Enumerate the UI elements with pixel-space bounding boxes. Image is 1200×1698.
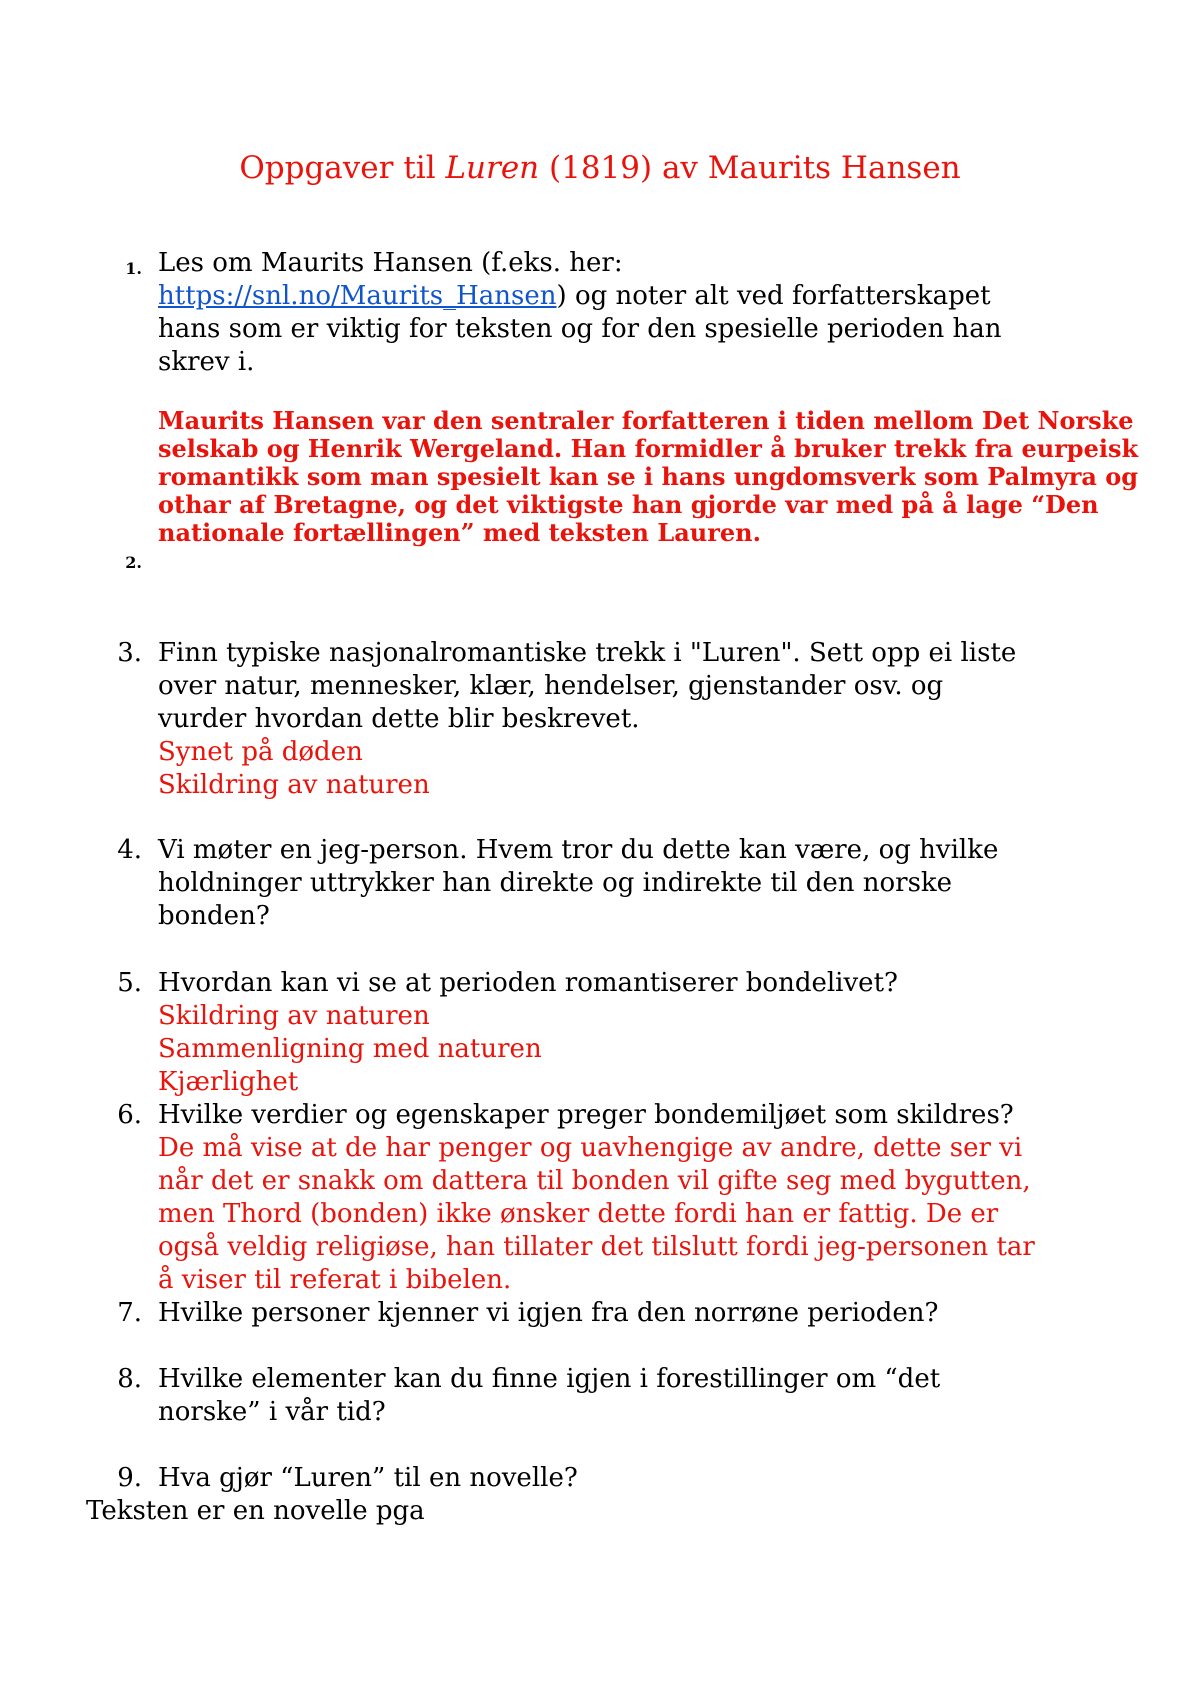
question-1-line: hans som er viktig for teksten og for den spesielle perioden han bbox=[158, 314, 1002, 344]
title-prefix: Oppgaver til bbox=[239, 150, 446, 186]
page-title bbox=[0, 150, 1200, 186]
answer-1 bbox=[158, 407, 1138, 547]
question-3-line: vurder hvordan dette blir beskrevet. bbox=[158, 704, 640, 734]
answer-3-line: Skildring av naturen bbox=[158, 770, 430, 800]
question-9-number: 9. bbox=[117, 1463, 142, 1493]
title-suffix: (1819) av Maurits Hansen bbox=[539, 150, 961, 186]
question-8-number: 8. bbox=[117, 1364, 142, 1394]
answer-1-line: Maurits Hansen var den sentraler forfatteren i tiden mellom Det Norske bbox=[158, 406, 1134, 435]
question-4-line: holdninger uttrykker han direkte og indirekte til den norske bbox=[158, 868, 953, 898]
question-4-line: bonden? bbox=[158, 901, 270, 931]
title-work: Luren bbox=[445, 150, 540, 186]
question-6-number: 6. bbox=[117, 1100, 142, 1130]
answer-1-line: selskab og Henrik Wergeland. Han formidler å bruker trekk fra eurpeisk bbox=[158, 434, 1139, 463]
answer-1-line: romantikk som man spesielt kan se i hans ungdomsverk som Palmyra og bbox=[158, 462, 1139, 491]
answer-1-line: nationale fortællingen” med teksten Lauren. bbox=[158, 518, 761, 547]
question-1-line: Les om Maurits Hansen (f.eks. her: bbox=[158, 248, 623, 278]
question-3 bbox=[158, 637, 1016, 802]
snl-link[interactable]: https://snl.no/Maurits_Hansen bbox=[158, 281, 557, 311]
question-8 bbox=[158, 1363, 940, 1429]
question-8-line: Hvilke elementer kan du finne igjen i forestillinger om “det bbox=[158, 1364, 941, 1394]
question-1-line-rest: ) og noter alt ved forfatterskapet bbox=[556, 281, 991, 311]
question-7 bbox=[158, 1297, 938, 1330]
answer-5-line: Sammenligning med naturen bbox=[158, 1034, 542, 1064]
question-6 bbox=[158, 1099, 1035, 1297]
question-4-number: 4. bbox=[117, 835, 142, 865]
question-5-line: Hvordan kan vi se at perioden romantiserer bondelivet? bbox=[158, 968, 898, 998]
answer-6-line: å viser til referat i bibelen. bbox=[158, 1265, 512, 1295]
answer-5-line: Skildring av naturen bbox=[158, 1001, 430, 1031]
question-7-number: 7. bbox=[117, 1298, 142, 1328]
answer-1-line: othar af Bretagne, og det viktigste han gjorde var med på å lage “Den bbox=[158, 490, 1099, 519]
question-3-line: Finn typiske nasjonalromantiske trekk i "Luren". Sett opp ei liste bbox=[158, 638, 1017, 668]
answer-6-line: når det er snakk om dattera til bonden vil gifte seg med bygutten, bbox=[158, 1166, 1031, 1196]
question-5 bbox=[158, 967, 898, 1099]
answer-9: Teksten er en novelle pga bbox=[86, 1496, 425, 1526]
question-6-line: Hvilke verdier og egenskaper preger bondemiljøet som skildres? bbox=[158, 1100, 1014, 1130]
answer-6-line: også veldig religiøse, han tillater det tilslutt fordi jeg-personen tar bbox=[158, 1232, 1035, 1262]
question-8-line: norske” i vår tid? bbox=[158, 1397, 386, 1427]
question-4 bbox=[158, 834, 998, 933]
question-5-number: 5. bbox=[117, 968, 142, 998]
question-9-line: Hva gjør “Luren” til en novelle? bbox=[158, 1463, 578, 1493]
question-1-number: 1. bbox=[125, 259, 142, 278]
answer-5-line: Kjærlighet bbox=[158, 1067, 299, 1097]
answer-6-line: De må vise at de har penger og uavhengige av andre, dette ser vi bbox=[158, 1133, 1023, 1163]
question-4-line: Vi møter en jeg-person. Hvem tror du dette kan være, og hvilke bbox=[158, 835, 999, 865]
question-2-number: 2. bbox=[125, 553, 142, 572]
question-3-line: over natur, mennesker, klær, hendelser, gjenstander osv. og bbox=[158, 671, 944, 701]
question-9 bbox=[158, 1462, 578, 1495]
question-3-number: 3. bbox=[117, 638, 142, 668]
answer-6-line: men Thord (bonden) ikke ønsker dette fordi han er fattig. De er bbox=[158, 1199, 999, 1229]
question-1 bbox=[158, 247, 1002, 379]
answer-3-line: Synet på døden bbox=[158, 737, 363, 767]
question-1-line: skrev i. bbox=[158, 347, 255, 377]
question-1-line bbox=[158, 280, 1002, 313]
question-7-line: Hvilke personer kjenner vi igjen fra den norrøne perioden? bbox=[158, 1298, 939, 1328]
